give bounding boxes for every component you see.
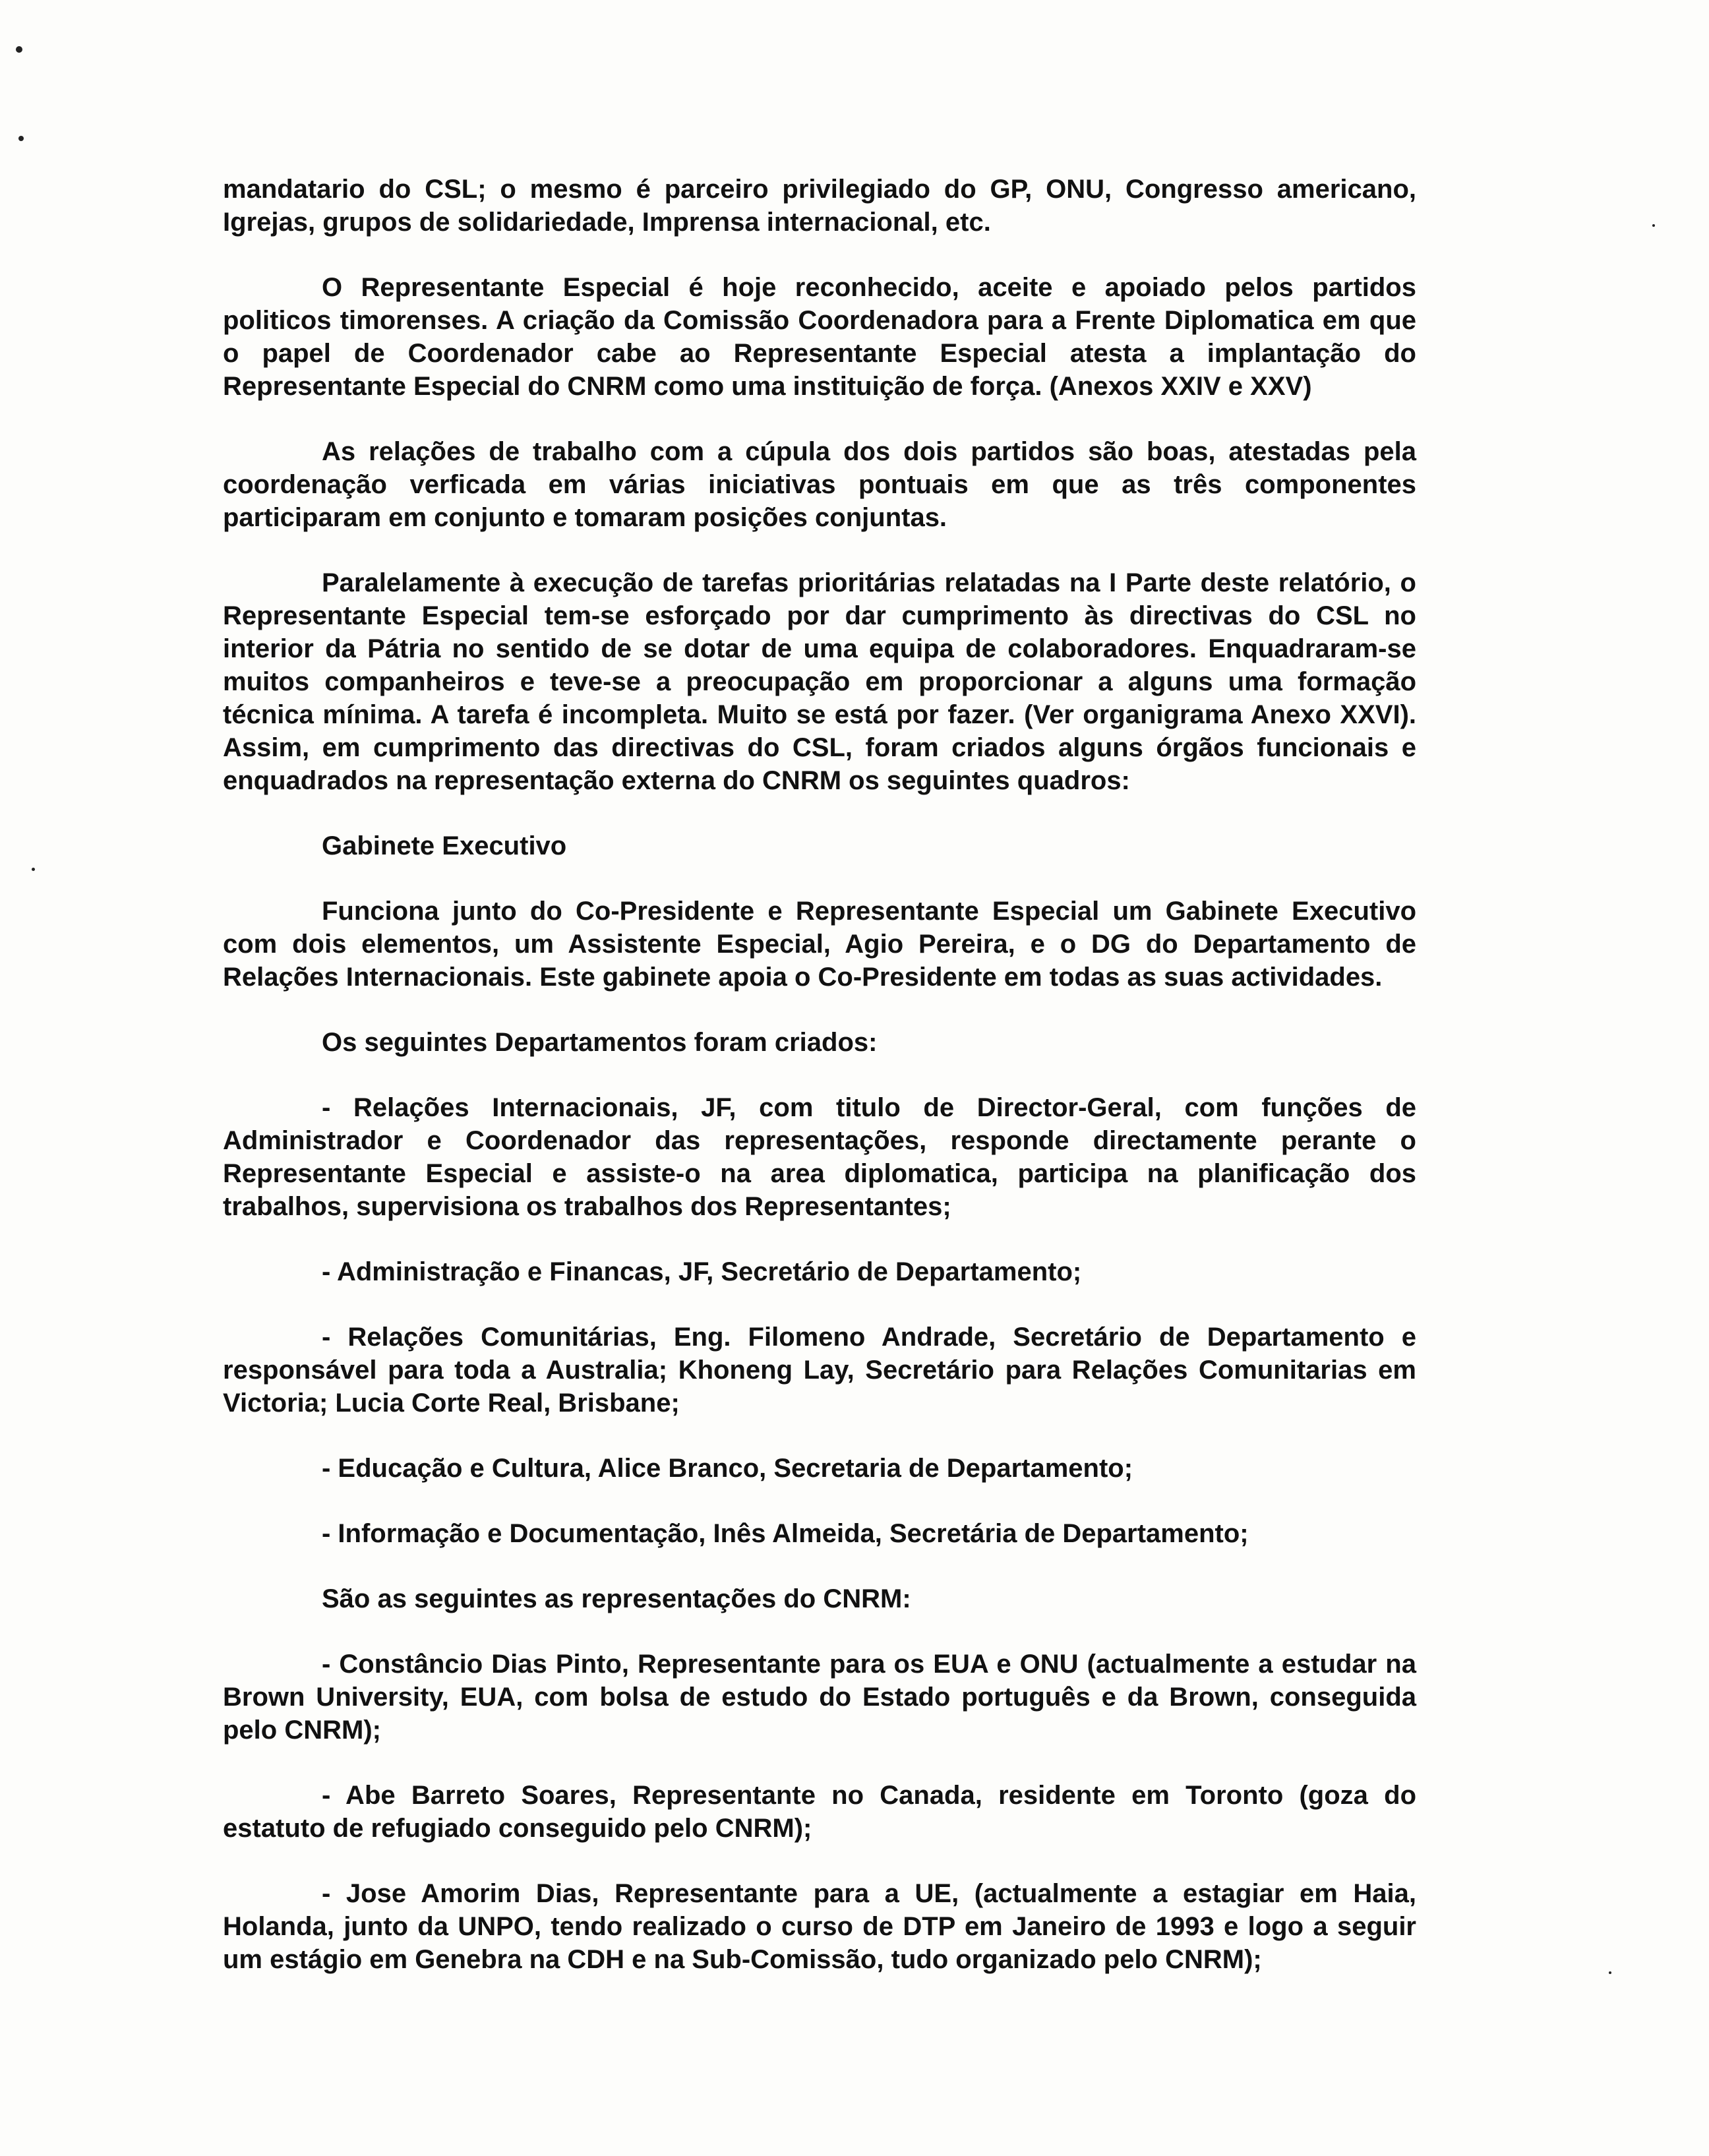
list-item-educacao: - Educação e Cultura, Alice Branco, Secretaria de Departamento; <box>322 1454 1133 1483</box>
paragraph-paralelamente: Paralelamente à execução de tarefas prioritárias relatadas na I Parte deste relatório, o Representante Especial tem-se esforçado por dar cumprimento às directivas do CSL no interior da Pátria no sentido de se dotar de uma equipa de colaboradores. Enquadraram-se muitos companheiros e teve-se a preocupação em proporcionar a alguns uma formação técnica mínima. A tarefa é incompleta. Muito se está por fazer. (Ver organigrama Anexo XXVI). Assim, em cumprimento das directivas do CSL, foram criados alguns órgãos funcionais e enquadrados na representação externa do CNRM os seguintes quadros: <box>223 568 1416 795</box>
paragraph-continuation: mandatario do CSL; o mesmo é parceiro privilegiado do GP, ONU, Congresso americano, Igrejas, grupos de solidariedade, Imprensa internacional, etc. <box>223 175 1416 237</box>
scan-speck <box>32 868 35 871</box>
scan-speck <box>1652 224 1655 227</box>
paragraph-departamentos-intro: Os seguintes Departamentos foram criados: <box>322 1028 878 1057</box>
list-item-relacoes-comunitarias: - Relações Comunitárias, Eng. Filomeno Andrade, Secretário de Departamento e responsável para toda a Australia; Khoneng Lay, Secretário para Relações Comunitarias em Victoria; Lucia Corte Real, Brisbane; <box>223 1323 1416 1418</box>
list-item-administracao: - Administração e Financas, JF, Secretário de Departamento; <box>322 1257 1082 1286</box>
paragraph-representante-especial: O Representante Especial é hoje reconhecido, aceite e apoiado pelos partidos politicos timorenses. A criação da Comissão Coordenadora para a Frente Diplomatica em que o papel de Coordenador cabe ao Representante Especial atesta a implantação do Representante Especial do CNRM como uma instituição de força. (Anexos XXIV e XXV) <box>223 273 1416 401</box>
paragraph-representacoes-intro: São as seguintes as representações do CNRM: <box>322 1584 911 1613</box>
paragraph-gabinete-executivo: Funciona junto do Co-Presidente e Representante Especial um Gabinete Executivo com dois elementos, um Assistente Especial, Agio Pereira, e o DG do Departamento de Relações Internacionais. Este gabinete apoia o Co-Presidente em todas as suas actividades. <box>223 897 1416 992</box>
document-body <box>223 173 1416 2008</box>
scan-speck <box>1609 1971 1611 1974</box>
list-item-constancio: - Constâncio Dias Pinto, Representante para os EUA e ONU (actualmente a estudar na Brown University, EUA, com bolsa de estudo do Estado português e da Brown, conseguida pelo CNRM); <box>223 1650 1416 1745</box>
list-item-jose-amorim: - Jose Amorim Dias, Representante para a UE, (actualmente a estagiar em Haia, Holanda, junto da UNPO, tendo realizado o curso de DTP em Janeiro de 1993 e logo a seguir um estágio em Genebra na CDH e na Sub-Comissão, tudo organizado pelo CNRM); <box>223 1879 1416 1974</box>
list-item-relacoes-internacionais: - Relações Internacionais, JF, com titulo de Director-Geral, com funções de Administrador e Coordenador das representações, responde directamente perante o Representante Especial e assiste-o na area diplomatica, participa na planificação dos trabalhos, supervisiona os trabalhos dos Representantes; <box>223 1093 1416 1221</box>
list-item-informacao: - Informação e Documentação, Inês Almeida, Secretária de Departamento; <box>322 1519 1249 1548</box>
scan-speck <box>16 46 22 53</box>
list-item-abe-barreto: - Abe Barreto Soares, Representante no Canada, residente em Toronto (goza do estatuto de refugiado conseguido pelo CNRM); <box>223 1781 1416 1843</box>
section-heading-gabinete: Gabinete Executivo <box>322 831 567 860</box>
scan-speck <box>18 136 24 141</box>
paragraph-relacoes-trabalho: As relações de trabalho com a cúpula dos dois partidos são boas, atestadas pela coordenação verficada em várias iniciativas pontuais em que as três componentes participaram em conjunto e tomaram posições conjuntas. <box>223 437 1416 532</box>
